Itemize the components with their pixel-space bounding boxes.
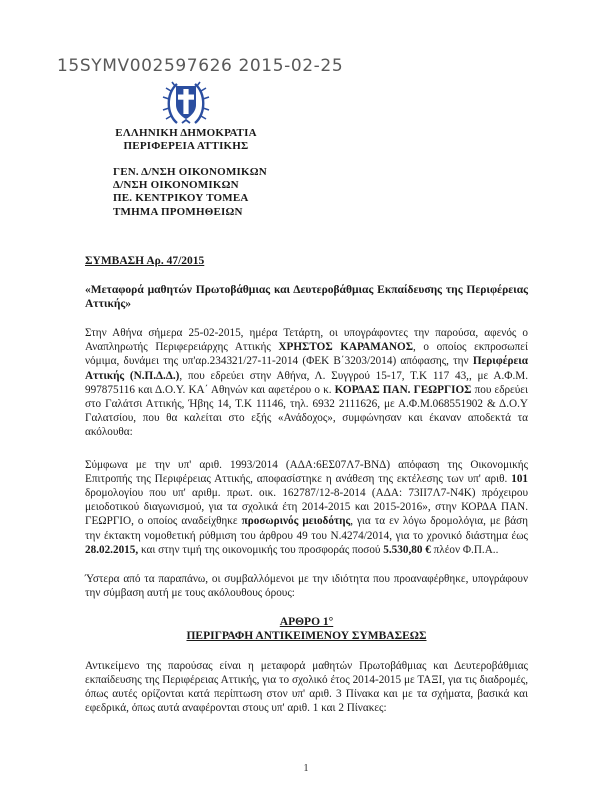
issuing-authority <box>96 127 276 153</box>
article-1-subheading: ΠΕΡΙΓΡΑΦΗ ΑΝΤΙΚΕΙΜΕΝΟΥ ΣΥΜΒΑΣΕΩΣ <box>186 630 427 643</box>
department-block <box>113 166 267 219</box>
paragraph-subject-of-contract: Αντικείμενο της παρούσας είναι η μεταφορά μαθητών Πρωτοβάθμιας και Δευτεροβάθμιας εκπαίδευσης της Περιφέρειας Αττικής, για το σχολικό έτος 2014-2015 με ΤΑΞΙ, για τις διαδρομές, όπως αυτές ορίζονται κατά περίπτωση στον υπ' αριθ. 3 Πίνακα και με τα σχήματα, βασικά και εφεδρικά, όπως αυτά αναφέρονται στους υπ' αριθ. 1 και 2 Πίνακες: <box>85 659 528 715</box>
region-name: ΠΕΡΙΦΕΡΕΙΑ ΑΤΤΙΚΗΣ <box>123 140 249 152</box>
article-1-heading: ΑΡΘΡΟ 1° <box>279 615 334 628</box>
paragraph-agreement-intro: Ύστερα από τα παραπάνω, οι συμβαλλόμενοι με την ιδιότητα που προαναφέρθηκε, υπογράφουν την σύμβαση αυτή με τους ακόλουθους όρους: <box>85 572 528 599</box>
cross-vertical-icon <box>183 89 188 114</box>
dept-line-procurement: ΤΜΗΜΑ ΠΡΟΜΗΘΕΙΩΝ <box>113 205 243 218</box>
document-body <box>85 254 528 715</box>
registry-watermark-id: 15SYMV002597626 2015-02-25 <box>57 56 344 76</box>
paragraph-award-decision: Σύμφωνα με την υπ' αριθ. 1993/2014 (ΑΔΑ:6ΕΣ07Λ7-ΒΝΔ) απόφαση της Οικονομικής Επιτροπής της Περιφέρειας Αττικής, αποφασίστηκε η ανάθεση της εκτέλεσης των υπ' αριθ. 101 δρομολογίου που υπ' αριθμ. πρωτ. οικ. 162787/12-8-2014 (ΑΔΑ: 73ΙΙ7Λ7-Ν4Κ) πρόχειρου μειοδοτικού διαγωνισμού, για τα σχολικά έτη 2014-2015 και 2015-2016», στην ΚΟΡΔΑ ΠΑΝ. ΓΕΩΡΓΙΟ, ο οποίος αναδείχθηκε προσωρινός μειοδότης, για τα εν λόγω δρομολόγια, με βάση την έκτακτη νομοθετική ρύθμιση του άρθρου 49 του Ν.4274/2014, για το χρονικό διάστημα έως 28.02.2015, και στην τιμή της οικονομικής του προσφοράς ποσού 5.530,80 € πλέον Φ.Π.Α.. <box>85 459 528 556</box>
wreath-tie-icon <box>182 120 190 123</box>
contract-title: «Μεταφορά μαθητών Πρωτοβάθμιας και Δευτεροβάθμιας Εκπαίδευσης της Περιφέρειας Αττικής» <box>85 284 528 311</box>
contract-number-heading: ΣΥΜΒΑΣΗ Αρ. 47/2015 <box>85 255 205 267</box>
org-name: ΕΛΛΗΝΙΚΗ ΔΗΜΟΚΡΑΤΙΑ <box>115 127 257 139</box>
article-1-heading-block <box>85 615 528 644</box>
greek-coat-of-arms-icon <box>161 80 211 126</box>
coat-of-arms-svg <box>161 80 211 126</box>
paragraph-parties: Στην Αθήνα σήμερα 25-02-2015, ημέρα Τετάρτη, οι υπογράφοντες την παρούσα, αφενός ο Αναπληρωτής Περιφερειάρχης Αττικής ΧΡΗΣΤΟΣ ΚΑΡΑΜΑΝΟΣ, ο οποίος εκπροσωπεί νόμιμα, δυνάμει της υπ'αρ.234321/27-11-2014 (ΦΕΚ Β΄3203/2014) απόφασης, την Περιφέρεια Αττικής (Ν.Π.Δ.Δ.), που εδρεύει στην Αθήνα, Λ. Συγγρού 15-17, Τ.Κ 117 43,, με Α.Φ.Μ. 997875116 και Δ.Ο.Υ. ΚΑ΄ Αθηνών και αφετέρου ο κ. ΚΟΡΔΑΣ ΠΑΝ. ΓΕΩΡΓΙΟΣ που εδρεύει στο Γαλάτσι Αττικής, Ήβης 14, Τ.Κ 11146, τηλ. 6932 2111626, με Α.Φ.Μ.068551902 & Δ.Ο.Υ Γαλατσίου, που θα καλείται στο εξής «Ανάδοχος», συμφώνησαν και έκαναν αποδεκτά τα ακόλουθα: <box>85 327 529 438</box>
dept-line-general-directorate: ΓΕΝ. Δ/ΝΣΗ ΟΙΚΟΝΟΜΙΚΩΝ <box>113 166 267 178</box>
dept-line-directorate: Δ/ΝΣΗ ΟΙΚΟΝΟΜΙΚΩΝ <box>113 179 239 192</box>
page-number: 1 <box>303 763 309 774</box>
cross-horizontal-icon <box>178 95 194 100</box>
dept-line-sector: ΠΕ. ΚΕΝΤΡΙΚΟΥ ΤΟΜΕΑ <box>113 192 249 205</box>
